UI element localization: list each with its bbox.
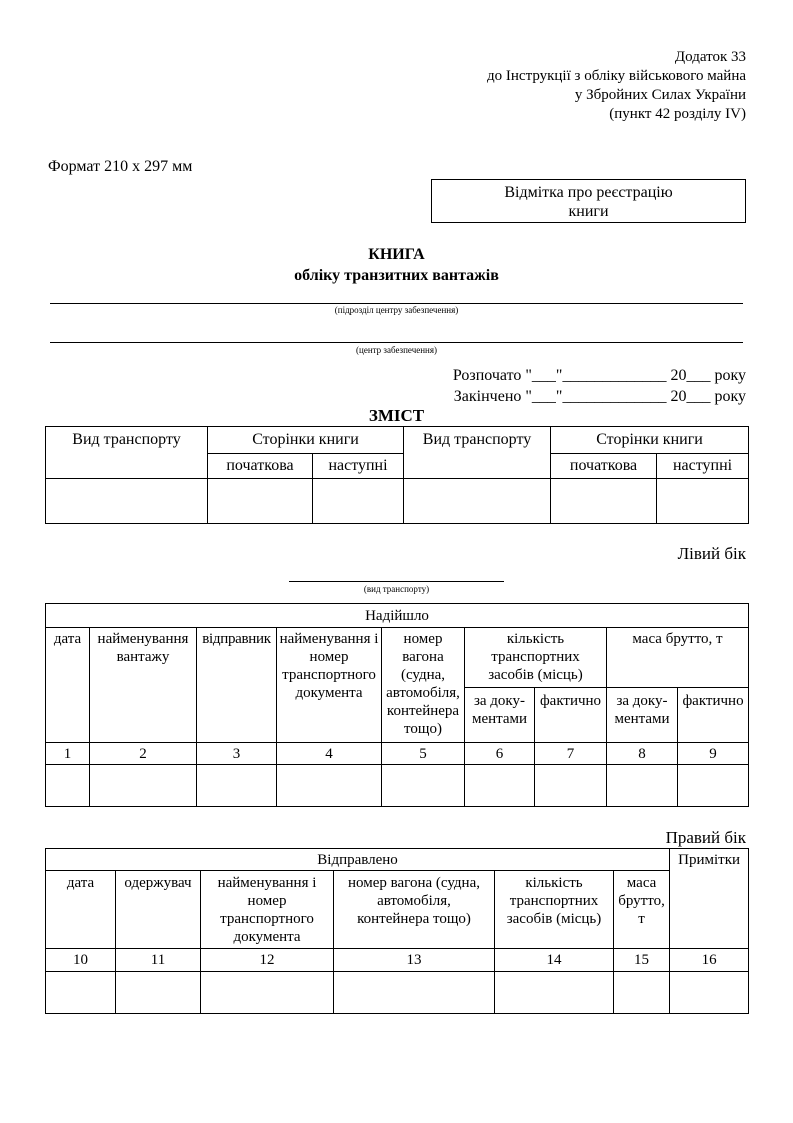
arrivals-cell[interactable] [277, 765, 382, 807]
column-number: 14 [495, 949, 614, 972]
notes-header: Примітки [670, 849, 749, 949]
contents-table [45, 426, 749, 524]
column-number: 9 [678, 743, 749, 765]
unit-caption: (підрозділ центру забезпечення) [334, 305, 459, 315]
column-number: 8 [607, 743, 678, 765]
dispatch-cell[interactable] [334, 972, 495, 1014]
transport-type-line [289, 581, 504, 582]
center-line [50, 342, 743, 343]
arrivals-cell[interactable] [465, 765, 535, 807]
sent-header: Відправлено [46, 849, 670, 871]
unit-line [50, 303, 743, 304]
dispatch-doc-name-header: найменування і номер транспортного документа [201, 871, 334, 949]
registration-line-2: книги [568, 203, 609, 220]
recipient-header: одержувач [116, 871, 201, 949]
dispatch-table [45, 848, 749, 1014]
wagon-number-header: номер вагона (судна, автомобіля, контейнера тощо) [382, 628, 465, 743]
book-subtitle: обліку транзитних вантажів [294, 267, 499, 284]
appendix-line-4: (пункт 42 розділу IV) [609, 106, 746, 122]
dispatch-gross-mass-header: маса брутто, т [614, 871, 670, 949]
column-number: 4 [277, 743, 382, 765]
arrivals-cell[interactable] [382, 765, 465, 807]
arrived-header: Надійшло [46, 604, 749, 628]
arrivals-cell[interactable] [46, 765, 90, 807]
column-number: 12 [201, 949, 334, 972]
mass-by-docs-header: за доку-ментами [607, 688, 678, 743]
dispatch-date-header: дата [46, 871, 116, 949]
arrivals-cell[interactable] [90, 765, 197, 807]
contents-cell[interactable] [208, 479, 313, 524]
contents-next-header-2: наступні [657, 454, 749, 479]
sender-header: відправник [197, 628, 277, 743]
contents-transport-type-header: Вид транспорту [46, 427, 208, 479]
contents-book-pages-header-2: Сторінки книги [551, 427, 749, 454]
column-number: 10 [46, 949, 116, 972]
appendix-line-3: у Збройних Силах України [574, 87, 746, 103]
contents-cell[interactable] [404, 479, 551, 524]
by-docs-header: за доку-ментами [465, 688, 535, 743]
format-label: Формат 210 х 297 мм [48, 158, 193, 175]
finished-date: Закінчено "___"_____________ 20___ року [453, 388, 746, 405]
appendix-line-1: Додаток 33 [674, 49, 746, 65]
column-number: 1 [46, 743, 90, 765]
started-date: Розпочато "___"_____________ 20___ року [452, 367, 746, 384]
left-side-label: Лівий бік [677, 544, 746, 563]
arrivals-cell[interactable] [197, 765, 277, 807]
registration-line-1: Відмітка про реєстрацію [504, 184, 673, 201]
right-side-label: Правий бік [665, 828, 746, 847]
dispatch-cell[interactable] [614, 972, 670, 1014]
dispatch-vehicles-count-header: кількість транспортних засобів (місць) [495, 871, 614, 949]
contents-title: ЗМІСТ [368, 406, 425, 425]
date-header: дата [46, 628, 90, 743]
dispatch-wagon-number-header: номер вагона (судна, автомобіля, контейнера тощо) [334, 871, 495, 949]
gross-mass-header: маса брутто, т [607, 628, 749, 688]
appendix-line-2: до Інструкції з обліку військового майна [487, 68, 746, 84]
column-number: 16 [670, 949, 749, 972]
contents-initial-header: початкова [208, 454, 313, 479]
dispatch-cell[interactable] [495, 972, 614, 1014]
book-title: КНИГА [368, 246, 425, 263]
contents-next-header: наступні [313, 454, 404, 479]
contents-book-pages-header: Сторінки книги [208, 427, 404, 454]
registration-box [431, 179, 746, 223]
dispatch-cell[interactable] [116, 972, 201, 1014]
column-number: 11 [116, 949, 201, 972]
dates-block [453, 365, 746, 407]
arrivals-cell[interactable] [678, 765, 749, 807]
arrivals-table [45, 603, 749, 807]
column-number: 6 [465, 743, 535, 765]
contents-cell[interactable] [313, 479, 404, 524]
column-number: 7 [535, 743, 607, 765]
center-caption: (центр забезпечення) [356, 345, 437, 355]
column-number: 13 [334, 949, 495, 972]
dispatch-cell[interactable] [46, 972, 116, 1014]
transport-type-caption: (вид транспорту) [363, 584, 430, 594]
dispatch-cell[interactable] [670, 972, 749, 1014]
actual-header: фактично [535, 688, 607, 743]
vehicles-count-header: кількість транспортних засобів (місць) [465, 628, 607, 688]
appendix-header [487, 48, 746, 124]
contents-cell[interactable] [551, 479, 657, 524]
column-number: 15 [614, 949, 670, 972]
doc-name-header: найменування і номер транспортного документа [277, 628, 382, 743]
arrivals-cell[interactable] [535, 765, 607, 807]
column-number: 3 [197, 743, 277, 765]
contents-cell[interactable] [657, 479, 749, 524]
contents-transport-type-header-2: Вид транспорту [404, 427, 551, 479]
mass-actual-header: фактично [678, 688, 749, 743]
column-number: 2 [90, 743, 197, 765]
contents-cell[interactable] [46, 479, 208, 524]
column-number: 5 [382, 743, 465, 765]
cargo-name-header: найменування вантажу [90, 628, 197, 743]
contents-initial-header-2: початкова [551, 454, 657, 479]
dispatch-cell[interactable] [201, 972, 334, 1014]
arrivals-cell[interactable] [607, 765, 678, 807]
